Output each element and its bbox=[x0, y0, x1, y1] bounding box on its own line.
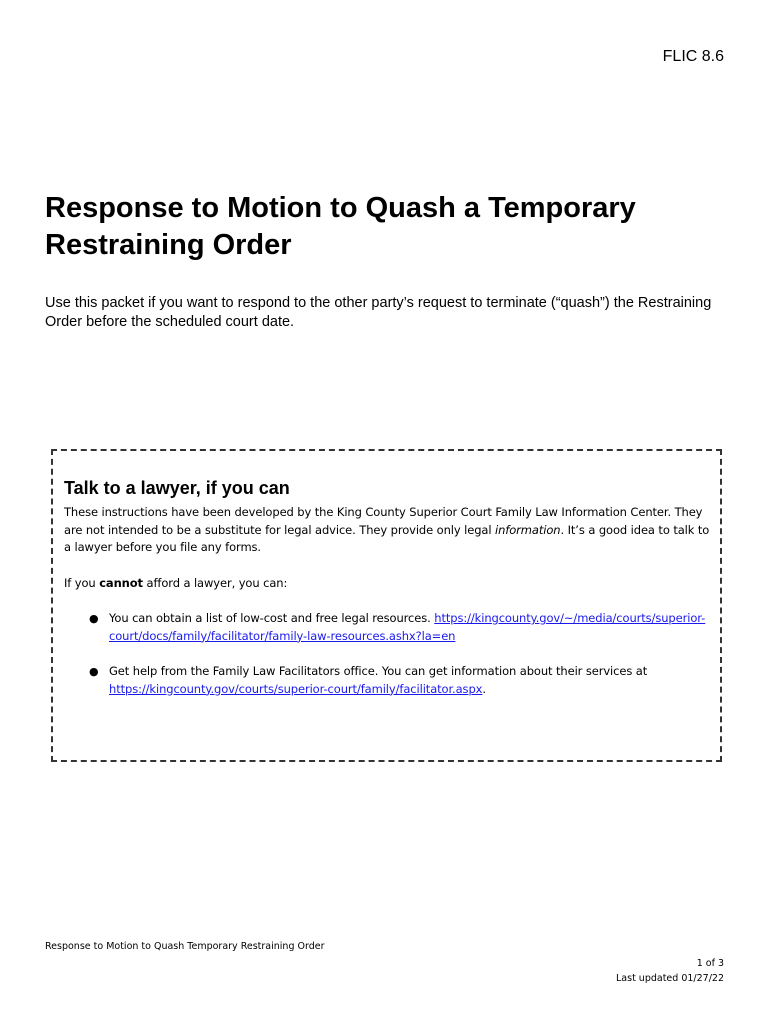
bullet-after: . bbox=[482, 681, 486, 696]
para-part1: These instructions have been developed by the King County Superior Court Family Law Information Center. They are not intended to be a substitute for legal advice. They provide only legal bbox=[64, 505, 703, 537]
intro-text: Use this packet if you want to respond to the other party’s request to terminate (“quash”) the Restraining Order before the scheduled court date. bbox=[45, 295, 712, 330]
list-item bbox=[64, 610, 710, 645]
last-updated: Last updated 01/27/22 bbox=[616, 973, 724, 984]
legal-resources-link[interactable]: https://kingcounty.gov/~/media/courts/superior-court/docs/family/facilitator/family-law-resources.ashx?la=en bbox=[109, 611, 706, 643]
lawyer-info-box bbox=[51, 449, 722, 762]
bullet-text: You can obtain a list of low-cost and free legal resources. bbox=[109, 611, 435, 625]
cannot-afford-line bbox=[64, 575, 710, 593]
list-item bbox=[64, 663, 710, 698]
lawyer-box-paragraph bbox=[64, 504, 710, 557]
footer-doc-title: Response to Motion to Quash Temporary Restraining Order bbox=[45, 941, 325, 952]
bullet-text: Get help from the Family Law Facilitators office. You can get information about their services at bbox=[109, 664, 648, 678]
para-italic: information bbox=[495, 522, 561, 537]
cannot-prefix: If you bbox=[64, 575, 100, 590]
lawyer-box-heading: Talk to a lawyer, if you can bbox=[64, 478, 290, 498]
bullet-icon: ● bbox=[89, 665, 99, 678]
page-title: Response to Motion to Quash a Temporary Restraining Order bbox=[45, 192, 636, 261]
facilitator-link[interactable]: https://kingcounty.gov/courts/superior-court/family/facilitator.aspx bbox=[109, 681, 483, 696]
form-code: FLIC 8.6 bbox=[662, 48, 724, 65]
footer-page-info bbox=[616, 956, 724, 986]
bullet-icon: ● bbox=[89, 612, 99, 625]
cannot-suffix: afford a lawyer, you can: bbox=[142, 575, 288, 590]
cannot-bold: cannot bbox=[99, 575, 143, 590]
resource-list bbox=[64, 610, 710, 698]
page-number: 1 of 3 bbox=[696, 958, 724, 969]
para-part2: . It’s a good idea to talk to a lawyer before you file any forms. bbox=[64, 522, 710, 554]
